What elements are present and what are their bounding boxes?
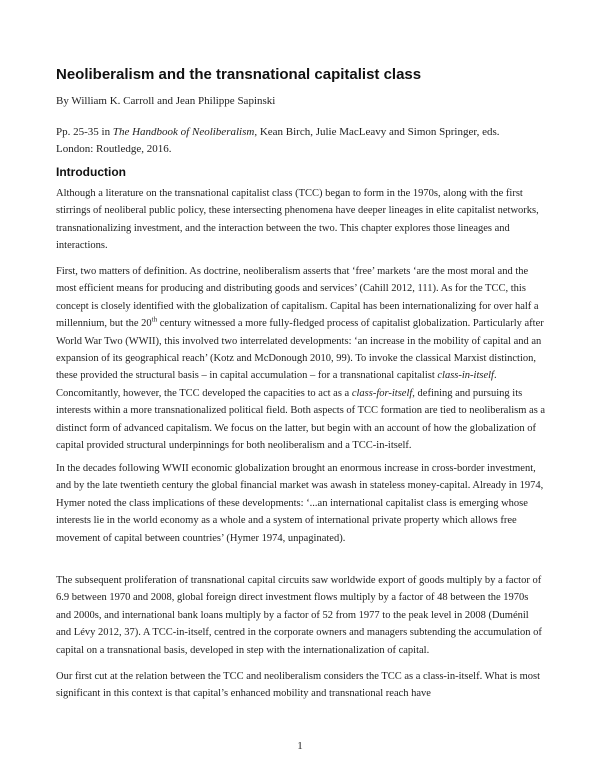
- paragraph-2-text-d: , defining and pursuing its interests within a more transnationalized political field. Both aspects of TCC formation are tied to neoliberalism as a distinct form of advanced capitalism. We focus on the latter, but begin with an account of how the globalization of capital provided structural underpinnings for both neoliberalism and a TCC-in-itself.: [56, 387, 546, 452]
- emphasis-class-in-itself: class-in-itself: [437, 370, 494, 382]
- citation-pages: Pp. 25-35 in: [56, 126, 113, 138]
- paragraph-5: Our first cut at the relation between the TCC and neoliberalism considers the TCC as a class-in-itself. What is most significant in this context is that capital’s enhanced mobility and transnational reach have: [56, 671, 541, 700]
- paragraph-3: In the decades following WWII economic globalization brought an enormous increase in cross-border investment, and by the late twentieth century the global financial market was awash in stateless money-capital. Already in 1974, Hymer noted the class implications of these developments: ‘...an international capitalist class is emerging whose interests lie in the world economy as a whole and a system of international private property which allows free movement of capital between countries’ (Hymer 1974, unpaginated).: [56, 463, 544, 544]
- document-title: Neoliberalism and the transnational capitalist class: [56, 66, 422, 83]
- citation-book-title: The Handbook of Neoliberalism: [112, 126, 255, 138]
- paragraph-1: Although a literature on the transnational capitalist class (TCC) began to form in the 1970s, along with the first stirrings of neoliberal public policy, these intersecting phenomena have deeper lineages in elite capitalist networks, transnationalizing investment, and the interaction between the two. This chapter explores those lineages and interactions.: [56, 188, 539, 252]
- author-byline: By William K. Carroll and Jean Philippe Sapinski: [56, 95, 276, 107]
- paragraph-2: [56, 263, 546, 454]
- paragraph-2-text-c: . Concomitantly, however, the TCC developed the capacities to act as a: [56, 370, 497, 399]
- citation-publisher: London: Routledge, 2016.: [56, 143, 172, 155]
- emphasis-class-for-itself: class-for-itself: [351, 387, 413, 399]
- paragraph-2-text-b: century witnessed a more fully-fledged process of capitalist globalization. Particularly after World War Two (WWII), this involved two interrelated developments: ‘an increase in the mobility of capital and an expansion of its geographical reach’ (Kotz and McDonough 2010, 99). To invoke the classical Marxist distinction, these provided the structural basis – in capital accumulation – for a transnational capitalist: [56, 318, 544, 382]
- citation: [56, 124, 556, 158]
- paragraph-2-text-a: First, two matters of definition. As doctrine, neoliberalism asserts that ‘free’ markets ‘are the most moral and the most efficient means for producing and distributing goods and services’ (Cahill 2012, 111). As for the TCC, this concept is closely identified with the globalization of capitalism. Capital has been internationalizing for over half a millennium, but the 20: [56, 266, 539, 330]
- paragraph-4: The subsequent proliferation of transnational capital circuits saw worldwide export of goods multiply by a factor of 6.9 between 1970 and 2008, global foreign direct investment flows multiply by a factor of 48 between the 1970s and 2000s, and international bank loans multiply by a factor of 52 from 1977 to the peak level in 2008 (Duménil and Lévy 2012, 37). A TCC-in-itself, centred in the corporate owners and managers subtending the accumulation of capital on a transnational basis, developed in step with the internationalization of capital.: [56, 575, 542, 656]
- superscript-th: th: [151, 315, 158, 324]
- section-heading: Introduction: [56, 165, 126, 179]
- page-number: 1: [297, 740, 303, 752]
- citation-editors: , Kean Birch, Julie MacLeavy and Simon Springer, eds.: [254, 126, 500, 138]
